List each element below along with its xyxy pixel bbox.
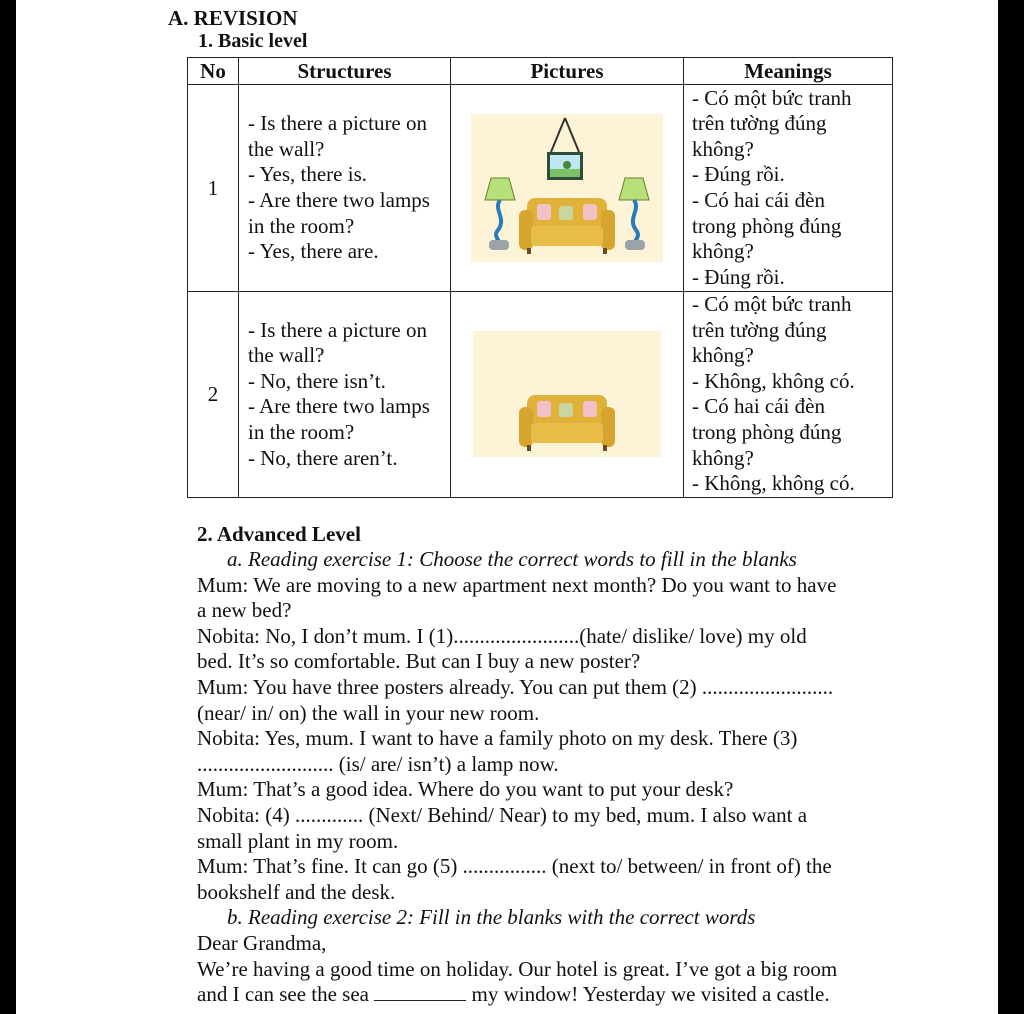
structure-line: - No, there aren’t. bbox=[248, 445, 398, 470]
structure-line: - Are there two lamps bbox=[248, 188, 430, 212]
row-number: 1 bbox=[188, 85, 239, 292]
room-without-picture-image bbox=[473, 331, 661, 457]
dialogue-line: Nobita: Yes, mum. I want to have a family photo on my desk. There (3) bbox=[197, 726, 798, 751]
meaning-line: không? bbox=[692, 239, 754, 264]
section-heading: A. REVISION bbox=[168, 6, 298, 30]
meaning-line: - Đúng rồi. bbox=[692, 264, 785, 289]
document-page bbox=[168, 0, 888, 52]
dialogue-line: .......................... (is/ are/ isn’t) a lamp now. bbox=[197, 751, 559, 776]
right-scan-border bbox=[998, 0, 1024, 1014]
structure-line: - Are there two lamps bbox=[248, 394, 430, 419]
meaning-line: - Không, không có. bbox=[692, 471, 855, 496]
structures-cell bbox=[239, 85, 451, 292]
letter-text-after-blank: my window! Yesterday we visited a castle. bbox=[471, 982, 830, 1007]
header-structures: Structures bbox=[239, 58, 451, 85]
letter-line: Dear Grandma, bbox=[197, 930, 327, 955]
fill-in-blank[interactable] bbox=[374, 982, 466, 1001]
dialogue-line: (near/ in/ on) the wall in your new room. bbox=[197, 700, 540, 725]
picture-cell bbox=[451, 292, 684, 498]
meaning-line: trên tường đúng bbox=[692, 317, 827, 342]
meaning-line: - Có hai cái đèn bbox=[692, 188, 825, 212]
left-scan-border bbox=[0, 0, 16, 1014]
dialogue-line: Nobita: No, I don’t mum. I (1)........................(hate/ dislike/ love) my old bbox=[197, 623, 807, 648]
header-meanings: Meanings bbox=[684, 58, 893, 85]
table-row bbox=[188, 292, 893, 498]
letter-line: We’re having a good time on holiday. Our hotel is great. I’ve got a big room bbox=[197, 956, 838, 981]
meaning-line: trong phòng đúng bbox=[692, 213, 842, 238]
table-row bbox=[188, 85, 893, 292]
letter-text-before-blank: and I can see the sea bbox=[197, 982, 369, 1007]
exercise-b-instruction: b. Reading exercise 2: Fill in the blanks with the correct words bbox=[227, 905, 756, 930]
structure-line: the wall? bbox=[248, 136, 325, 161]
meanings-cell bbox=[684, 85, 893, 292]
subsection-heading: 1. Basic level bbox=[198, 30, 308, 52]
meaning-line: không? bbox=[692, 136, 754, 161]
structure-line: the wall? bbox=[248, 343, 325, 368]
revision-table bbox=[187, 57, 893, 498]
dialogue-line: Nobita: (4) ............. (Next/ Behind/ Near) to my bed, mum. I also want a bbox=[197, 802, 808, 827]
structure-line: - Is there a picture on bbox=[248, 317, 428, 342]
meaning-line: - Không, không có. bbox=[692, 368, 855, 393]
structure-line: - Yes, there is. bbox=[248, 162, 367, 187]
dialogue-line: bed. It’s so comfortable. But can I buy a new poster? bbox=[197, 649, 641, 674]
room-with-picture-and-lamps-image bbox=[471, 114, 663, 262]
meaning-line: - Đúng rồi. bbox=[692, 162, 785, 187]
dialogue-line: bookshelf and the desk. bbox=[197, 879, 396, 904]
dialogue-line: Mum: You have three posters already. You can put them (2) ......................... bbox=[197, 674, 834, 699]
dialogue-line: small plant in my room. bbox=[197, 828, 399, 853]
dialogue-line: Mum: That’s fine. It can go (5) ................ (next to/ between/ in front of) the bbox=[197, 854, 832, 879]
advanced-heading: 2. Advanced Level bbox=[197, 522, 361, 546]
structure-line: - No, there isn’t. bbox=[248, 368, 386, 393]
advanced-section bbox=[197, 521, 887, 1008]
picture-cell bbox=[451, 85, 684, 292]
meaning-line: - Có một bức tranh bbox=[692, 85, 852, 110]
meaning-line: - Có hai cái đèn bbox=[692, 394, 825, 419]
structure-line: in the room? bbox=[248, 213, 355, 238]
structure-line: - Yes, there are. bbox=[248, 239, 379, 264]
structure-line: in the room? bbox=[248, 419, 355, 444]
dialogue-line: a new bed? bbox=[197, 598, 292, 623]
structures-cell bbox=[239, 292, 451, 498]
meaning-line: trong phòng đúng bbox=[692, 419, 842, 444]
structure-line: - Is there a picture on bbox=[248, 111, 428, 136]
header-no: No bbox=[188, 58, 239, 85]
letter-line-with-blank bbox=[197, 982, 887, 1008]
meaning-line: trên tường đúng bbox=[692, 111, 827, 136]
dialogue-line: Mum: We are moving to a new apartment next month? Do you want to have bbox=[197, 572, 837, 597]
dialogue-line: Mum: That’s a good idea. Where do you want to put your desk? bbox=[197, 777, 734, 802]
exercise-a-instruction: a. Reading exercise 1: Choose the correct words to fill in the blanks bbox=[227, 547, 797, 571]
meaning-line: - Có một bức tranh bbox=[692, 292, 852, 316]
table-header-row bbox=[188, 58, 893, 85]
meaning-line: không? bbox=[692, 343, 754, 368]
header-pictures: Pictures bbox=[451, 58, 684, 85]
meaning-line: không? bbox=[692, 445, 754, 470]
row-number: 2 bbox=[188, 292, 239, 498]
meanings-cell bbox=[684, 292, 893, 498]
